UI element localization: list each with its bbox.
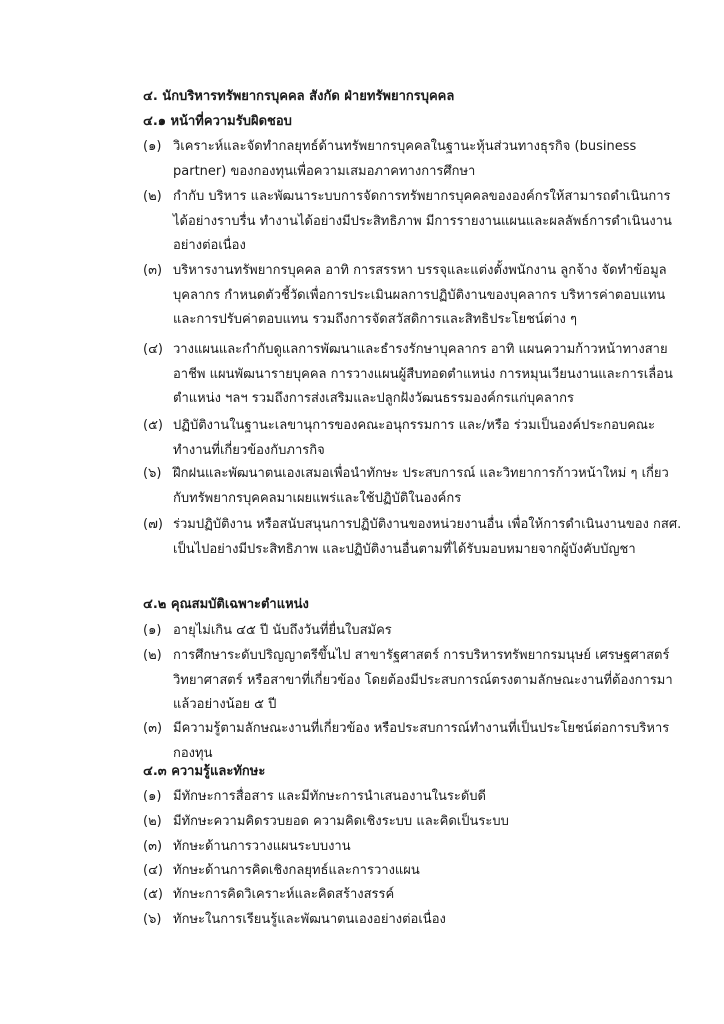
item-number: (๕) — [143, 418, 163, 433]
item-text: วางแผนและกำกับดูแลการพัฒนาและธำรงรักษาบุคลากร อาทิ แผนความก้าวหน้าทางสายอาชีพ แผนพัฒนารายบุคคล การวางแผนผู้สืบทอดตำแหน่ง การหมุนเวียนงานและการเลื่อนตำแหน่ง ฯลฯ รวมถึงการส่งเสริมและปลูกฝังวัฒนธรรมองค์กรแก่บุคลากร — [173, 342, 673, 406]
item-number: (๒) — [143, 814, 162, 829]
item-number: (๓) — [143, 839, 163, 854]
list-item — [143, 414, 683, 463]
item-number: (๑) — [143, 139, 162, 154]
section-title-qualifications: ๔.๒ คุณสมบัติเฉพาะตำแหน่ง — [143, 597, 309, 612]
item-text: บริหารงานทรัพยากรบุคคล อาทิ การสรรหา บรรจุและแต่งตั้งพนักงาน ลูกจ้าง จัดทำข้อมูลบุคลากร กำหนดตัวชี้วัดเพื่อการประเมินผลการปฏิบัติงานของบุคลากร บริหารค่าตอบแทน และการปรับค่าตอบแทน รวมถึงการจัดสวัสดิการและสิทธิประโยชน์ต่าง ๆ — [173, 263, 667, 327]
list-item — [143, 135, 683, 184]
item-text: อายุไม่เกิน ๔๕ ปี นับถึงวันที่ยื่นใบสมัคร — [173, 623, 392, 638]
item-text: กำกับ บริหาร และพัฒนาระบบการจัดการทรัพยากรบุคคลขององค์กรให้สามารถดำเนินการได้อย่างราบรื่น ทำงานได้อย่างมีประสิทธิภาพ มีการรายงานแผนและผลลัพธ์การดำเนินงานอย่างต่อเนื่อง — [173, 189, 672, 253]
list-item — [143, 883, 683, 908]
list-item — [143, 513, 683, 562]
list-item — [143, 785, 683, 810]
item-number: (๓) — [143, 721, 163, 736]
item-text: ปฏิบัติงานในฐานะเลขานุการของคณะอนุกรรมการ และ/หรือ ร่วมเป็นองค์ประกอบคณะทำงานที่เกี่ยวข้องกับภารกิจ — [173, 418, 655, 458]
list-item — [143, 835, 683, 860]
item-number: (๓) — [143, 263, 163, 278]
item-text: ทักษะด้านการคิดเชิงกลยุทธ์และการวางแผน — [173, 863, 420, 878]
item-number: (๗) — [143, 517, 163, 532]
list-item — [143, 259, 683, 333]
list-item — [143, 185, 683, 259]
item-number: (๑) — [143, 623, 162, 638]
item-text: ทักษะการคิดวิเคราะห์และคิดสร้างสรรค์ — [173, 887, 395, 902]
item-number: (๖) — [143, 466, 162, 481]
item-number: (๕) — [143, 887, 163, 902]
item-number: (๔) — [143, 863, 163, 878]
item-number: (๔) — [143, 342, 163, 357]
item-number: (๖) — [143, 912, 162, 927]
item-text: มีความรู้ตามลักษณะงานที่เกี่ยวข้อง หรือประสบการณ์ทำงานที่เป็นประโยชน์ต่อการบริหารกองทุน — [173, 721, 670, 761]
item-number: (๒) — [143, 189, 162, 204]
section-title-responsibilities: ๔.๑ หน้าที่ความรับผิดชอบ — [143, 114, 292, 129]
item-text: มีทักษะความคิดรวบยอด ความคิดเชิงระบบ และคิดเป็นระบบ — [173, 814, 509, 829]
item-number: (๒) — [143, 648, 162, 663]
item-text: วิเคราะห์และจัดทำกลยุทธ์ด้านทรัพยากรบุคคลในฐานะหุ้นส่วนทางธุรกิจ (business partner) ของกองทุนเพื่อความเสมอภาคทางการศึกษา — [173, 139, 637, 179]
list-item — [143, 908, 683, 933]
item-text: การศึกษาระดับปริญญาตรีขึ้นไป สาขารัฐศาสตร์ การบริหารทรัพยากรมนุษย์ เศรษฐศาสตร์ วิทยาศาสตร์ หรือสาขาที่เกี่ยวข้อง โดยต้องมีประสบการณ์ตรงตามลักษณะงานที่ต้องการมาแล้วอย่างน้อย ๕ ปี — [173, 648, 673, 712]
list-item — [143, 338, 683, 412]
list-item — [143, 619, 683, 644]
document-heading: ๔. นักบริหารทรัพยากรบุคคล สังกัด ฝ่ายทรัพยากรบุคคล — [143, 89, 455, 104]
list-item — [143, 810, 683, 835]
item-text: ทักษะด้านการวางแผนระบบงาน — [173, 839, 351, 854]
item-text: ฝึกฝนและพัฒนาตนเองเสมอเพื่อนำทักษะ ประสบการณ์ และวิทยาการก้าวหน้าใหม่ ๆ เกี่ยวกับทรัพยากรบุคคลมาเผยแพร่และใช้ปฏิบัติในองค์กร — [173, 466, 669, 506]
item-text: ร่วมปฏิบัติงาน หรือสนับสนุนการปฏิบัติงานของหน่วยงานอื่น เพื่อให้การดำเนินงานของ กสศ. เป็นไปอย่างมีประสิทธิภาพ และปฏิบัติงานอื่นตามที่ได้รับมอบหมายจากผู้บังคับบัญชา — [173, 517, 682, 557]
list-item — [143, 462, 683, 511]
item-text: ทักษะในการเรียนรู้และพัฒนาตนเองอย่างต่อเนื่อง — [173, 912, 446, 927]
item-text: มีทักษะการสื่อสาร และมีทักษะการนำเสนองานในระดับดี — [173, 789, 486, 804]
item-number: (๑) — [143, 789, 162, 804]
list-item — [143, 859, 683, 884]
list-item — [143, 644, 683, 718]
section-title-knowledge-skills: ๔.๓ ความรู้และทักษะ — [143, 764, 266, 779]
